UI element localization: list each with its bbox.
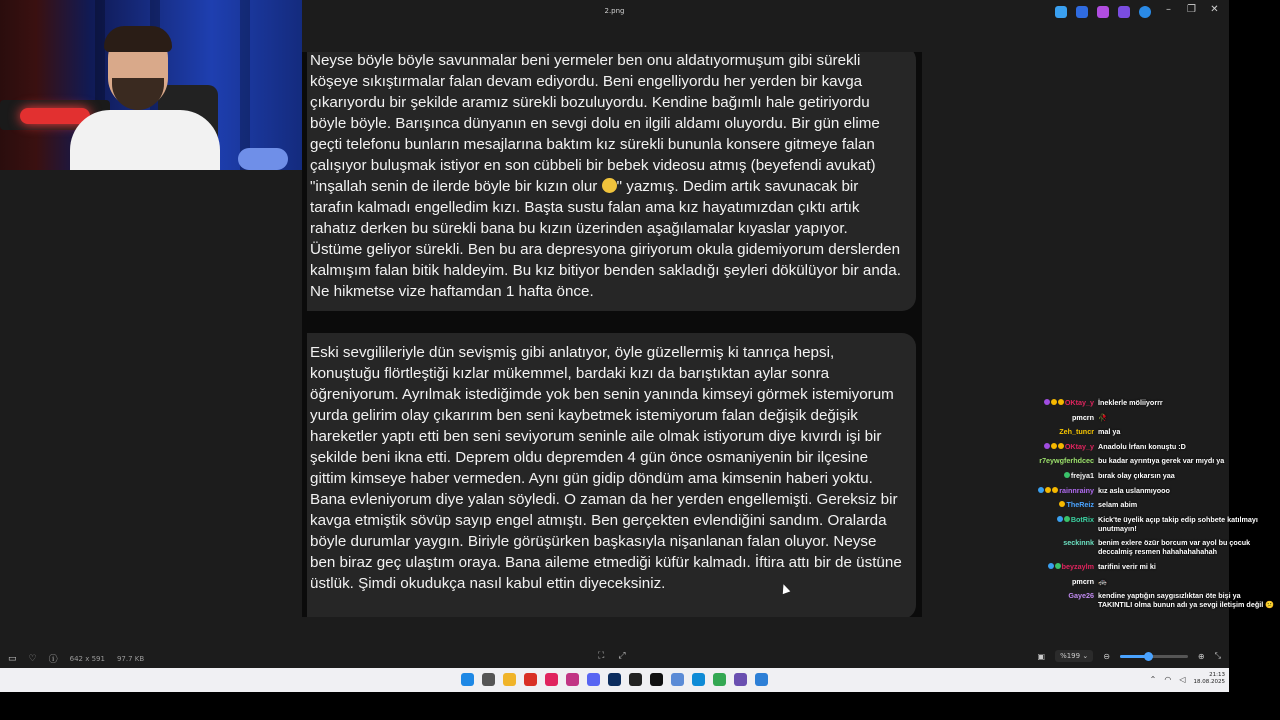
chat-text: kendine yaptığın saygısızlıktan öte bişi ya TAKINTILI olma bunun adı ya sevgi iletişim değil 😕 [1098, 591, 1275, 610]
chat-message [1026, 427, 1280, 436]
favorite-icon[interactable]: ♡ [28, 653, 37, 664]
copilot-icon[interactable] [1055, 6, 1067, 18]
slideshow-icon[interactable]: ▭ [8, 653, 17, 664]
chat-badge-icon [1055, 563, 1061, 569]
folder-icon[interactable] [503, 673, 516, 686]
minimize-icon[interactable]: – [1166, 4, 1171, 15]
chat-badge-icon [1064, 472, 1070, 478]
chat-nickname[interactable]: OKtay_y [1064, 441, 1094, 451]
streamer-hair [104, 26, 172, 52]
chat-author [1026, 562, 1094, 571]
chat-text: bu kadar ayrıntıya gerek var mıydı ya [1098, 456, 1225, 466]
taskbar [0, 668, 1229, 692]
chat-text: tarifini verir mi ki [1098, 561, 1156, 571]
effects-icon[interactable] [1097, 6, 1109, 18]
chat-badge-icon [1051, 443, 1057, 449]
chat-badge-icon [1059, 501, 1065, 507]
obs-icon[interactable] [734, 673, 747, 686]
chat-message [1026, 486, 1280, 495]
chat-author [1026, 442, 1094, 451]
chat-nickname[interactable]: pmcrn [1072, 576, 1094, 586]
chat-badge-icon [1048, 563, 1054, 569]
chat-author [1026, 515, 1094, 533]
chat-overlay [1026, 398, 1280, 615]
actual-size-icon[interactable]: ⤢ [618, 651, 626, 661]
chat-text: 🚓 [1098, 576, 1107, 586]
close-icon[interactable]: ✕ [1210, 4, 1219, 15]
chat-nickname[interactable]: beyzaylm [1061, 561, 1094, 571]
zoom-slider-knob[interactable] [1144, 652, 1153, 661]
edit-icon[interactable] [1076, 6, 1088, 18]
screenshot-image [302, 52, 922, 617]
chat-nickname[interactable]: Gaye26 [1068, 591, 1094, 601]
chat-text: kız asla uslanmıyooo [1098, 485, 1170, 495]
message-text-part: Neyse böyle böyle savunmalar beni yermeler ben onu aldatıyormuşum gibi sürekli köşeye sıkıştırmalar falan devam ediyordu. Beni engelliyordu her yerden bir kavga çıkarıyordu bir şekilde aramız sürekli bozuluyordu. Kendine bağımlı hale getiriyordu böyle böyle. Barışınca dünyanın en sevgi dolu en ilgili aldamı oluyordu. Bir gün elime geçti telefonu bunların mesajlarına baktım kız sürekli bununla konsere gitmeye falan çalışıyor buluşmak istiyor en son cübbeli bir bebek videosu atmış (beyefendi avukat) "inşallah senin de ilerde böyle bir kızın olur [310, 52, 880, 195]
settings-icon[interactable] [671, 673, 684, 686]
restore-icon[interactable]: ❐ [1187, 4, 1196, 15]
chat-text: selam abim [1098, 500, 1138, 510]
chat-text: bırak olay çıkarsın yaa [1098, 470, 1175, 480]
chat-badge-icon [1064, 516, 1070, 522]
chat-author [1026, 398, 1094, 407]
microphone-light [20, 108, 90, 124]
zoom-value: %199 [1060, 652, 1081, 660]
streamer-body [70, 110, 220, 170]
message-text-part: " yazmış. Dedim artık savunacak bir tarafın kalmadı engelledim kızı. Başta sustu falan ama kız hayatımızdan çıktı artık rahatız derken bu sürekli bana bu kızın üzerinden aşağılamalar kıyaslar yapıyor. Üstüme geliyor sürekli. Ben bu ara depresyona giriyorum okula gidemiyorum derslerden kalmışım falan bitik haldeyim. Bu kız bitiyor benden sakladığı şeyleri dökülüyor bir anda. Ne hikmetse vize haftamdan 1 hafta önce. [310, 178, 901, 300]
chat-badge-icon [1044, 443, 1050, 449]
image-dimensions: 642 x 591 [69, 654, 105, 663]
chat-badge-icon [1052, 487, 1058, 493]
view-icon[interactable]: ▣ [1037, 651, 1046, 661]
tray-chevron-icon[interactable]: ⌃ [1149, 674, 1157, 684]
message-text: Eski sevgilileriyle dün sevişmiş gibi anlatıyor, öyle güzellermiş ki tanrıça hepsi, konuştuğu flörtleştiği kızlar mükemmel, bardaki kızı da barıştıktan aylar sonra öğreniyorum. Ayrılmak istediğimde yok ben senin yanında kimseyi görmek istemiyorum yurda gelirim olay çıkarırım ben seni kaybetmek istemiyorum falan değişik değişik hareketler yaptı etti ben seni seviyorum seninle aile olmak istiyorum diye kıvırdı işi bir şekilde beni ikna etti. Deprem oldu depremden 4 gün önce osmaniyenin bir ilçesine gittim kimseye haber vermeden. Aynı gün gidip döndüm ama kimsenin haberi yoktu. Bana evleniyorum diye yalan söyledi. O zaman da her yerden engellemişti. Gereksiz bir kavga etmiştik sövüp sayıp engel atmıştı. Ben gerçekten evlendiğini sandım. Oralarda böyle durumlar yaygın. Biriyle görüşürken başkasıyla nişanlanan falan oluyor. Neyse ben biraz geç ulaştım oraya. Bana aileme etmediği küfür kalmadı. İftira attı bir de üstüne üstlük. Şimdi okudukça nasıl kabul ettin diyeceksiniz. [310, 344, 902, 592]
chat-message [1026, 442, 1280, 451]
zoom-slider[interactable] [1120, 655, 1188, 658]
photoshop-icon[interactable] [608, 673, 621, 686]
chat-text: Anadolu İrfanı konuştu :D [1098, 441, 1186, 451]
chat-author [1026, 427, 1094, 436]
curtain-fold [240, 0, 250, 170]
chat-author [1026, 471, 1094, 480]
chat-author [1026, 413, 1094, 422]
chat-nickname[interactable]: pmcrn [1072, 412, 1094, 422]
chat-message [1026, 456, 1280, 465]
message-bubble [307, 52, 916, 311]
chat-author [1026, 456, 1094, 465]
chat-author [1026, 577, 1094, 586]
designer-icon[interactable] [1118, 6, 1130, 18]
zoom-level[interactable]: %199 ⌄ [1055, 650, 1093, 662]
chat-nickname[interactable]: seckinnk [1063, 538, 1094, 548]
start-icon[interactable] [461, 673, 474, 686]
photos-icon[interactable] [755, 673, 768, 686]
file-manager-icon[interactable] [482, 673, 495, 686]
chat-message [1026, 500, 1280, 509]
webcam-overlay [0, 0, 302, 170]
chat-author [1026, 591, 1094, 609]
chat-author [1026, 486, 1094, 495]
message-text [310, 52, 902, 302]
chat-nickname[interactable]: frejya1 [1070, 470, 1094, 480]
onedrive-icon[interactable] [1139, 6, 1151, 18]
chat-nickname[interactable]: TheReiz [1066, 500, 1094, 510]
chat-badge-icon [1044, 399, 1050, 405]
status-bar [0, 644, 1229, 668]
zoom-out-icon[interactable]: ⊖ [1103, 651, 1110, 661]
chat-badge-icon [1051, 399, 1057, 405]
desk-object [238, 148, 288, 170]
chrome-icon[interactable] [713, 673, 726, 686]
chat-nickname[interactable]: BotRix [1070, 514, 1094, 524]
window-controls [1162, 4, 1221, 15]
edge-icon[interactable] [692, 673, 705, 686]
tiktok-icon[interactable] [650, 673, 663, 686]
zoom-in-icon[interactable]: ⊕ [1197, 651, 1205, 661]
discord-icon[interactable] [587, 673, 600, 686]
chat-message [1026, 398, 1280, 407]
chat-author [1026, 500, 1094, 509]
wifi-icon[interactable]: ◠ [1164, 674, 1172, 684]
chat-message [1026, 562, 1280, 571]
clock[interactable] [1194, 672, 1226, 686]
chat-badge-icon [1058, 443, 1064, 449]
clock-time: 21:13 [1209, 672, 1225, 678]
file-size: 97.7 KB [116, 654, 145, 663]
title-bar-tools [1055, 6, 1151, 18]
app-red-icon[interactable] [524, 673, 537, 686]
chat-badge-icon [1038, 487, 1044, 493]
chat-nickname[interactable]: r7eywgferhdcec [1039, 456, 1094, 466]
chat-badge-icon [1058, 399, 1064, 405]
opera-icon[interactable] [545, 673, 558, 686]
system-tray [1150, 672, 1225, 686]
chat-text: Kick'te üyelik açıp takip edip sohbete katılmayı unutmayın! [1098, 514, 1258, 533]
volume-icon[interactable]: ◁ [1179, 674, 1186, 684]
info-icon[interactable]: ⓘ [48, 655, 58, 665]
chat-message [1026, 591, 1280, 609]
chat-nickname[interactable]: rainnrainy [1059, 485, 1094, 495]
chat-nickname[interactable]: OKtay_y [1064, 398, 1094, 407]
chat-message [1026, 413, 1280, 422]
chat-text: benim exlere özür borcum var ayol bu çocuk deccalmiş resmen hahahahahahah [1098, 538, 1251, 557]
chat-text: İneklerle möliiyorrr [1098, 398, 1163, 407]
chat-nickname[interactable]: Zeh_tuncr [1059, 427, 1094, 437]
capcut-icon[interactable] [629, 673, 642, 686]
chat-badge-icon [1045, 487, 1051, 493]
chat-message [1026, 538, 1280, 556]
instagram-icon[interactable] [566, 673, 579, 686]
chat-text: mal ya [1098, 427, 1121, 437]
chat-text: 🥀 [1098, 412, 1107, 422]
message-bubble [307, 333, 916, 617]
chat-message [1026, 515, 1280, 533]
chat-message [1026, 471, 1280, 480]
fullscreen-icon[interactable]: ⤡ [1214, 651, 1221, 660]
emoji-icon [602, 178, 617, 193]
taskbar-apps [461, 673, 768, 686]
window-title: 2.png [604, 7, 625, 15]
chat-author [1026, 538, 1094, 556]
clock-date: 18.08.2025 [1193, 679, 1225, 685]
chat-badge-icon [1057, 516, 1063, 522]
chat-message [1026, 577, 1280, 586]
fit-screen-icon[interactable]: ⛶ [598, 651, 605, 661]
